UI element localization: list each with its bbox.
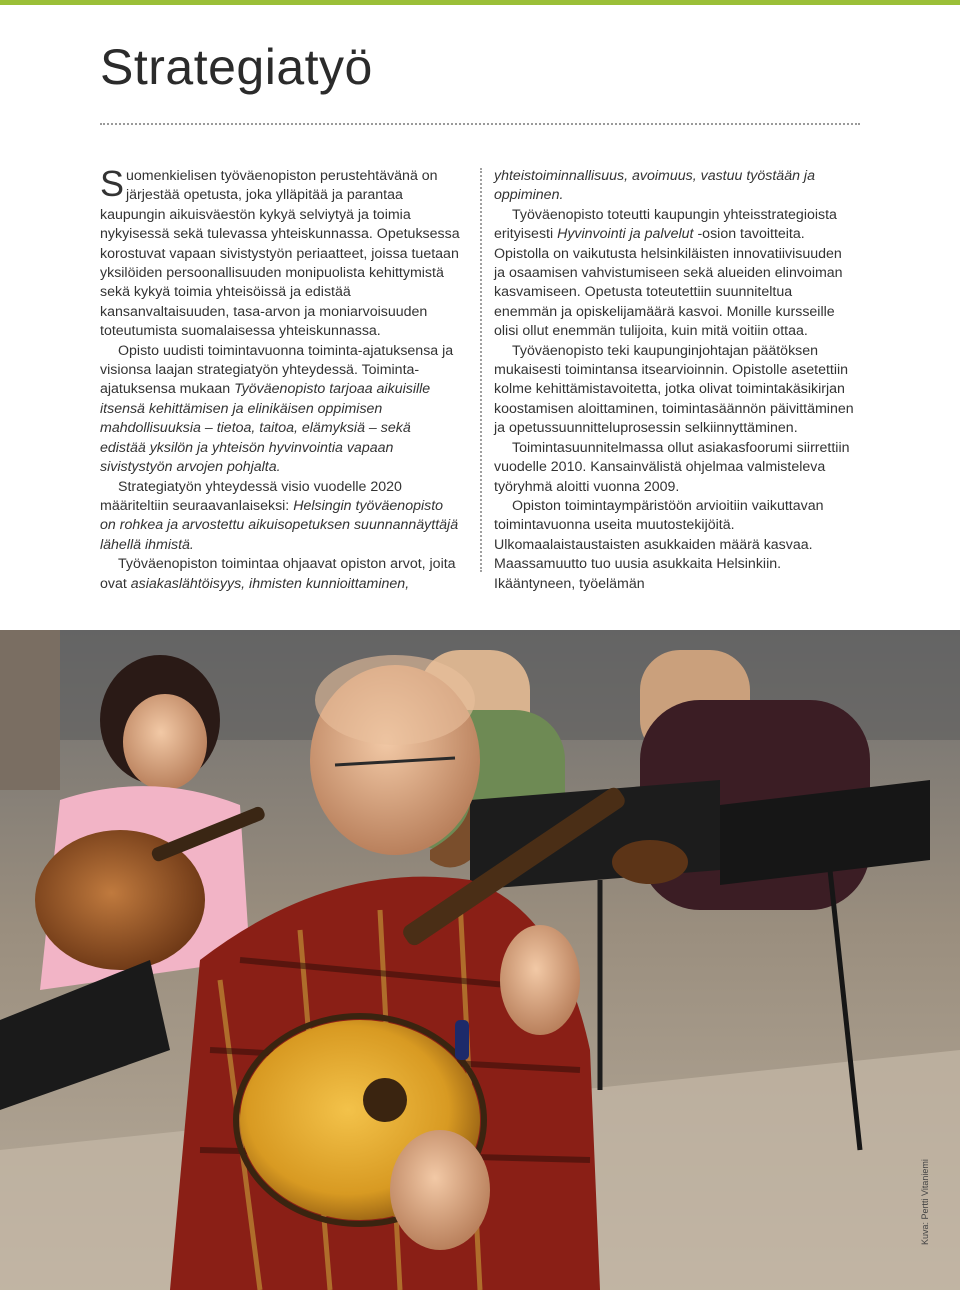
right-p2-rest: -osion tavoitteita. Opistolla on vaikutusta helsinkiläisten innovatiivisuuden ja osaamisen vahvistumiseen sekä alueiden elinvoiman kasvamiseen. Opetusta toteutettiin suunniteltua enemmän ja opiskelijamäärä kasvoi. Monille kursseille olisi ollut enemmän tulijoita, kuin mitä voitiin ottaa.: [494, 226, 843, 340]
mission-statement: Työväenopisto tarjoaa aikuisille itsensä kehittämisen ja elinikäisen oppimisen mahdollisuuksia – tietoa, taitoa, elämyksiä – sekä edistää yksilön ja yhteisön hyvinvointia vapaan sivistystyön arvojen pohjalta.: [100, 381, 431, 476]
right-p4-text: Toimintasuunnitelmassa ollut asiakasfoorumi siirrettiin vuodelle 2010. Kansainvälistä ohjelmaa valmisteleva työryhmä aloitti vuonna 2009.: [494, 439, 850, 495]
right-p2-text: Työväenopisto toteutti kaupungin yhteisstrategioista erityisesti: [494, 206, 837, 243]
left-paragraph-4: [100, 555, 460, 594]
left-text-column: [100, 163, 460, 594]
left-p1-text: uomenkielisen työväenopiston perustehtävänä on järjestää opetusta, joka ylläpitää ja parantaa kaupungin aikuisväestön kykyä selviytyä ja toimia nykyisessä sekä tulevassa yhteiskunnassa. Opetuksessa korostuvat vapaan sivistystyön periaatteet, joissa tuetaan yksilöiden persoonallisuuden monipuolista kehittymistä sekä kykyä toimia yhteisöissä ja edistää kansanvaltaisuuden, tasa-arvon ja moniarvoisuuden toteutumista suomalaisessa yhteiskunnassa.: [100, 168, 460, 340]
right-p3-text: Työväenopisto teki kaupunginjohtajan päätöksen mukaisesti toimintansa itsearvioinnin. Opistolle asetettiin kolme kehittämistavoitetta, jotka olivat toimintakäsikirjan koostamisen aloittaminen, toimintasäännön päivittäminen ja opetussuunnitteluprosessin selkiinnyttäminen.: [494, 342, 854, 437]
photo-illustration: [0, 630, 960, 1290]
left-p3-text: Strategiatyön yhteydessä visio vuodelle 2020 määriteltiin seuraavanlaiseksi:: [100, 478, 402, 514]
right-p5-text: Opiston toimintaympäristöön arvioitiin vaikuttavan toimintavuonna useita muutostekijöitä. Ulkomaalaistaustaisten asukkaiden määrä kasvaa. Maassamuutto tuo uusia asukkaita Helsinkiin. Ikääntyneen, työelämän: [494, 497, 824, 592]
strategy-name: Hyvinvointi ja palvelut: [557, 226, 694, 243]
column-divider: [480, 168, 482, 572]
right-paragraph-1: [494, 167, 854, 206]
right-paragraph-5: [494, 497, 854, 594]
right-text-column: [494, 167, 854, 594]
top-accent-bar: [0, 0, 960, 5]
mandolin-orchestra-photo: [0, 630, 960, 1290]
right-paragraph-4: [494, 439, 854, 497]
left-paragraph-1: [100, 163, 460, 342]
left-paragraph-2: [100, 342, 460, 478]
right-paragraph-2: [494, 206, 854, 342]
values-continued: yhteistoiminnallisuus, avoimuus, vastuu työstään ja oppiminen.: [494, 168, 815, 204]
right-paragraph-3: [494, 342, 854, 439]
values-statement: asiakaslähtöisyys, ihmisten kunnioittaminen,: [130, 575, 410, 592]
vision-statement: Helsingin työväenopisto on rohkea ja arvostettu aikuisopetuksen suunnannäyttäjä lähellä ihmistä.: [100, 497, 459, 553]
page-title: Strategiatyö: [100, 39, 373, 95]
left-p4-text: Työväenopiston toimintaa ohjaavat opiston arvot, joita ovat: [100, 556, 456, 592]
left-paragraph-3: [100, 478, 460, 556]
dropcap: S: [100, 163, 125, 204]
left-p2-text: Opisto uudisti toimintavuonna toiminta-ajatuksensa ja visionsa laajan strategiatyön yhteydessä. Toiminta-ajatuksensa mukaan: [100, 342, 454, 398]
title-divider: [100, 123, 860, 125]
photo-credit-text: Kuva: Pertti Vitaniemi: [920, 1159, 930, 1245]
